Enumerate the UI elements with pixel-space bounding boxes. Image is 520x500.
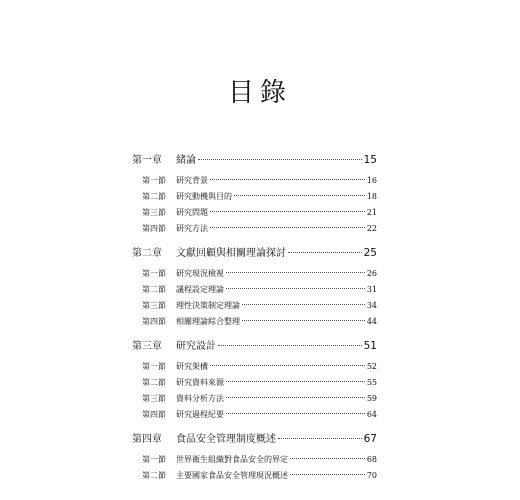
- section-entry[interactable]: [132, 298, 377, 314]
- section-entry[interactable]: [132, 266, 377, 282]
- section-number: 第一節: [142, 362, 166, 371]
- section-entry[interactable]: [132, 314, 377, 330]
- section-page-number: 34: [366, 301, 377, 310]
- section-page-number: 22: [366, 224, 377, 233]
- section-page-number: 68: [366, 455, 377, 464]
- section-page-number: 21: [366, 208, 377, 217]
- section-number: 第一節: [142, 176, 166, 185]
- section-title: 議程設定理論: [176, 285, 224, 294]
- dot-leader: [226, 413, 365, 414]
- page-title: 目錄: [227, 78, 292, 108]
- section-entry[interactable]: [132, 391, 377, 407]
- section-entry[interactable]: [132, 375, 377, 391]
- dot-leader: [198, 159, 362, 160]
- section-title: 理性決策制定理論: [176, 301, 240, 310]
- section-page-number: 16: [366, 176, 377, 185]
- dot-leader: [210, 179, 365, 180]
- dot-leader: [218, 345, 362, 346]
- section-title: 研究背景: [176, 176, 208, 185]
- section-page-number: 52: [366, 362, 377, 371]
- dot-leader: [234, 195, 365, 196]
- section-entry[interactable]: [132, 205, 377, 221]
- chapter-number: 第二章: [132, 248, 162, 259]
- section-entry[interactable]: [132, 407, 377, 423]
- dot-leader: [278, 438, 362, 439]
- dot-leader: [290, 458, 365, 459]
- chapter-title: 食品安全管理制度概述: [176, 434, 276, 445]
- section-number: 第四節: [142, 410, 166, 419]
- chapter-title: 緒論: [176, 155, 196, 166]
- section-page-number: 70: [366, 471, 377, 480]
- section-title: 相關理論綜合整理: [176, 317, 240, 326]
- chapter-page-number: 51: [363, 340, 377, 352]
- section-entry[interactable]: [132, 189, 377, 205]
- chapter-entry[interactable]: [132, 338, 377, 355]
- section-entry[interactable]: [132, 359, 377, 375]
- section-number: 第四節: [142, 224, 166, 233]
- dot-leader: [226, 288, 365, 289]
- dot-leader: [290, 474, 365, 475]
- chapter-number: 第四章: [132, 434, 162, 445]
- section-page-number: 18: [366, 192, 377, 201]
- section-title: 主要國家食品安全管理現況概述: [176, 471, 288, 480]
- section-number: 第一節: [142, 269, 166, 278]
- section-number: 第三節: [142, 394, 166, 403]
- section-entry[interactable]: [132, 221, 377, 237]
- section-page-number: 31: [366, 285, 377, 294]
- section-page-number: 64: [366, 410, 377, 419]
- chapter-entry[interactable]: [132, 152, 377, 169]
- dot-leader: [210, 227, 365, 228]
- dot-leader: [242, 320, 365, 321]
- chapter-entry[interactable]: [132, 245, 377, 262]
- section-number: 第一節: [142, 455, 166, 464]
- section-entry[interactable]: [132, 468, 377, 484]
- chapter-page-number: 15: [363, 154, 377, 166]
- section-number: 第二節: [142, 378, 166, 387]
- section-entry[interactable]: [132, 173, 377, 189]
- dot-leader: [210, 211, 365, 212]
- chapter-title: 研究設計: [176, 341, 216, 352]
- section-number: 第四節: [142, 317, 166, 326]
- section-number: 第三節: [142, 301, 166, 310]
- section-entry[interactable]: [132, 452, 377, 468]
- section-page-number: 55: [366, 378, 377, 387]
- section-number: 第二節: [142, 192, 166, 201]
- section-number: 第三節: [142, 208, 166, 217]
- section-title: 研究方法: [176, 224, 208, 233]
- chapter-number: 第三章: [132, 341, 162, 352]
- section-title: 研究架構: [176, 362, 208, 371]
- section-title: 研究現況檢視: [176, 269, 224, 278]
- section-page-number: 59: [366, 394, 377, 403]
- chapter-entry[interactable]: [132, 431, 377, 448]
- section-number: 第二節: [142, 471, 166, 480]
- section-title: 資料分析方法: [176, 394, 224, 403]
- section-page-number: 44: [366, 317, 377, 326]
- chapter-number: 第一章: [132, 155, 162, 166]
- section-entry[interactable]: [132, 282, 377, 298]
- dot-leader: [288, 252, 362, 253]
- dot-leader: [242, 304, 365, 305]
- dot-leader: [226, 272, 365, 273]
- section-page-number: 26: [366, 269, 377, 278]
- section-title: 研究動機與目的: [176, 192, 232, 201]
- chapter-page-number: 25: [363, 247, 377, 259]
- dot-leader: [226, 381, 365, 382]
- chapter-page-number: 67: [363, 433, 377, 445]
- dot-leader: [210, 365, 365, 366]
- table-of-contents: [132, 152, 377, 484]
- section-title: 研究問題: [176, 208, 208, 217]
- section-title: 世界衛生組織對食品安全的界定: [176, 455, 288, 464]
- section-title: 研究資料來源: [176, 378, 224, 387]
- chapter-title: 文獻回顧與相關理論探討: [176, 248, 286, 259]
- dot-leader: [226, 397, 365, 398]
- section-title: 研究過程紀要: [176, 410, 224, 419]
- section-number: 第二節: [142, 285, 166, 294]
